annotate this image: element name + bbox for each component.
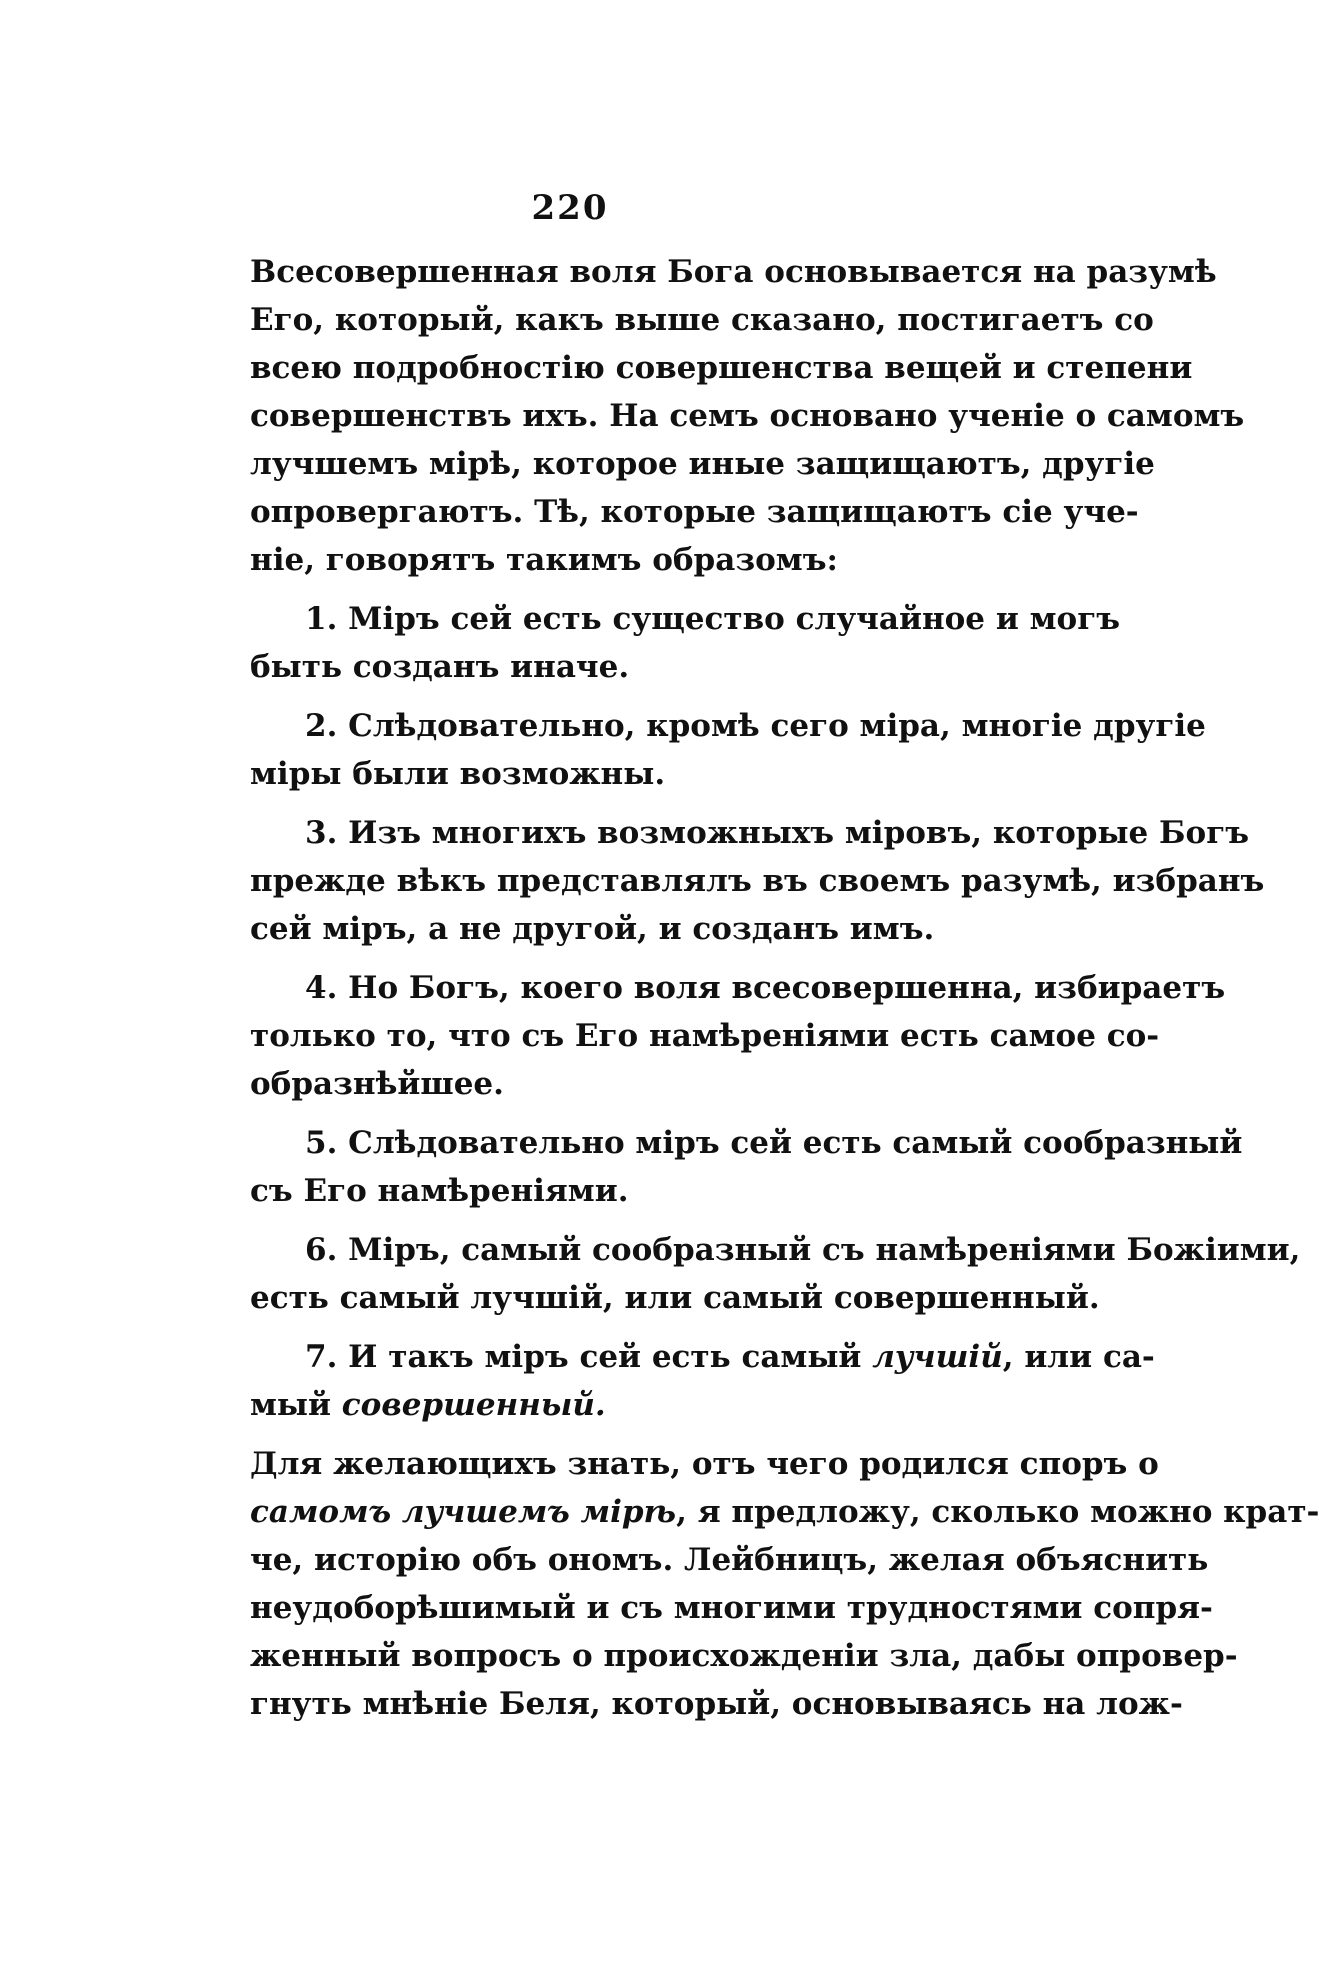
- text-line: совершенствъ ихъ. На семъ основано ученіе о самомъ: [250, 398, 1245, 434]
- list-item-6: 6. Міръ, самый сообразный съ намѣреніями Божіими,: [305, 1232, 1301, 1268]
- italic-term: совершенный.: [341, 1387, 606, 1423]
- text-line: Его, который, какъ выше сказано, постигаетъ со: [250, 302, 1154, 338]
- text-line: опровергаютъ. Тѣ, которые защищаютъ сіе уче-: [250, 494, 1139, 530]
- text-segment: мый: [250, 1387, 342, 1423]
- list-item-1: 1. Міръ сей есть существо случайное и могъ: [305, 601, 1120, 637]
- text-line: сей міръ, а не другой, и созданъ имъ.: [250, 911, 935, 947]
- italic-term: лучшій: [872, 1339, 1003, 1375]
- text-segment: 7. И такъ міръ сей есть самый: [305, 1339, 873, 1375]
- text-line: только то, что съ Его намѣреніями есть самое со-: [250, 1018, 1160, 1054]
- text-line: всею подробностію совершенства вещей и степени: [250, 350, 1193, 386]
- list-item-3: 3. Изъ многихъ возможныхъ міровъ, которые Богъ: [305, 815, 1249, 851]
- list-item-7: [250, 1333, 1155, 1381]
- text-line: съ Его намѣреніями.: [250, 1173, 629, 1209]
- text-line: ніе, говорятъ такимъ образомъ:: [250, 542, 838, 578]
- text-segment: , или са-: [1002, 1339, 1155, 1375]
- text-line: лучшемъ мірѣ, которое иные защищаютъ, другіе: [250, 446, 1155, 482]
- text-line: неудоборѣшимый и съ многими трудностями сопря-: [250, 1590, 1213, 1626]
- text-line: прежде вѣкъ представлялъ въ своемъ разумѣ, избранъ: [250, 863, 1265, 899]
- list-item-4: 4. Но Богъ, коего воля всесовершенна, избираетъ: [305, 970, 1226, 1006]
- text-segment: , я предложу, сколько можно крат-: [676, 1494, 1319, 1530]
- body-text: [250, 248, 1319, 1728]
- text-line: образнѣйшее.: [250, 1066, 504, 1102]
- list-item-2: 2. Слѣдовательно, кромѣ сего міра, многіе другіе: [305, 708, 1206, 744]
- text-line: женный вопросъ о происхожденіи зла, дабы опровер-: [250, 1638, 1238, 1674]
- list-item-5: 5. Слѣдовательно міръ сей есть самый сообразный: [305, 1125, 1243, 1161]
- text-line: міры были возможны.: [250, 756, 666, 792]
- text-line: Всесовершенная воля Бога основывается на разумѣ: [250, 254, 1217, 290]
- text-line: быть созданъ иначе.: [250, 649, 630, 685]
- text-line: [250, 1381, 1030, 1429]
- italic-term: самомъ лучшемъ мірѣ: [250, 1494, 677, 1530]
- text-line: [250, 1488, 1319, 1536]
- text-line: гнуть мнѣніе Беля, который, основываясь на лож-: [250, 1686, 1183, 1722]
- text-line: Для желающихъ знать, отъ чего родился споръ о: [250, 1446, 1159, 1482]
- text-line: есть самый лучшій, или самый совершенный.: [250, 1280, 1100, 1316]
- text-line: че, исторію объ ономъ. Лейбницъ, желая объяснить: [250, 1542, 1209, 1578]
- page-number: 220: [531, 188, 609, 228]
